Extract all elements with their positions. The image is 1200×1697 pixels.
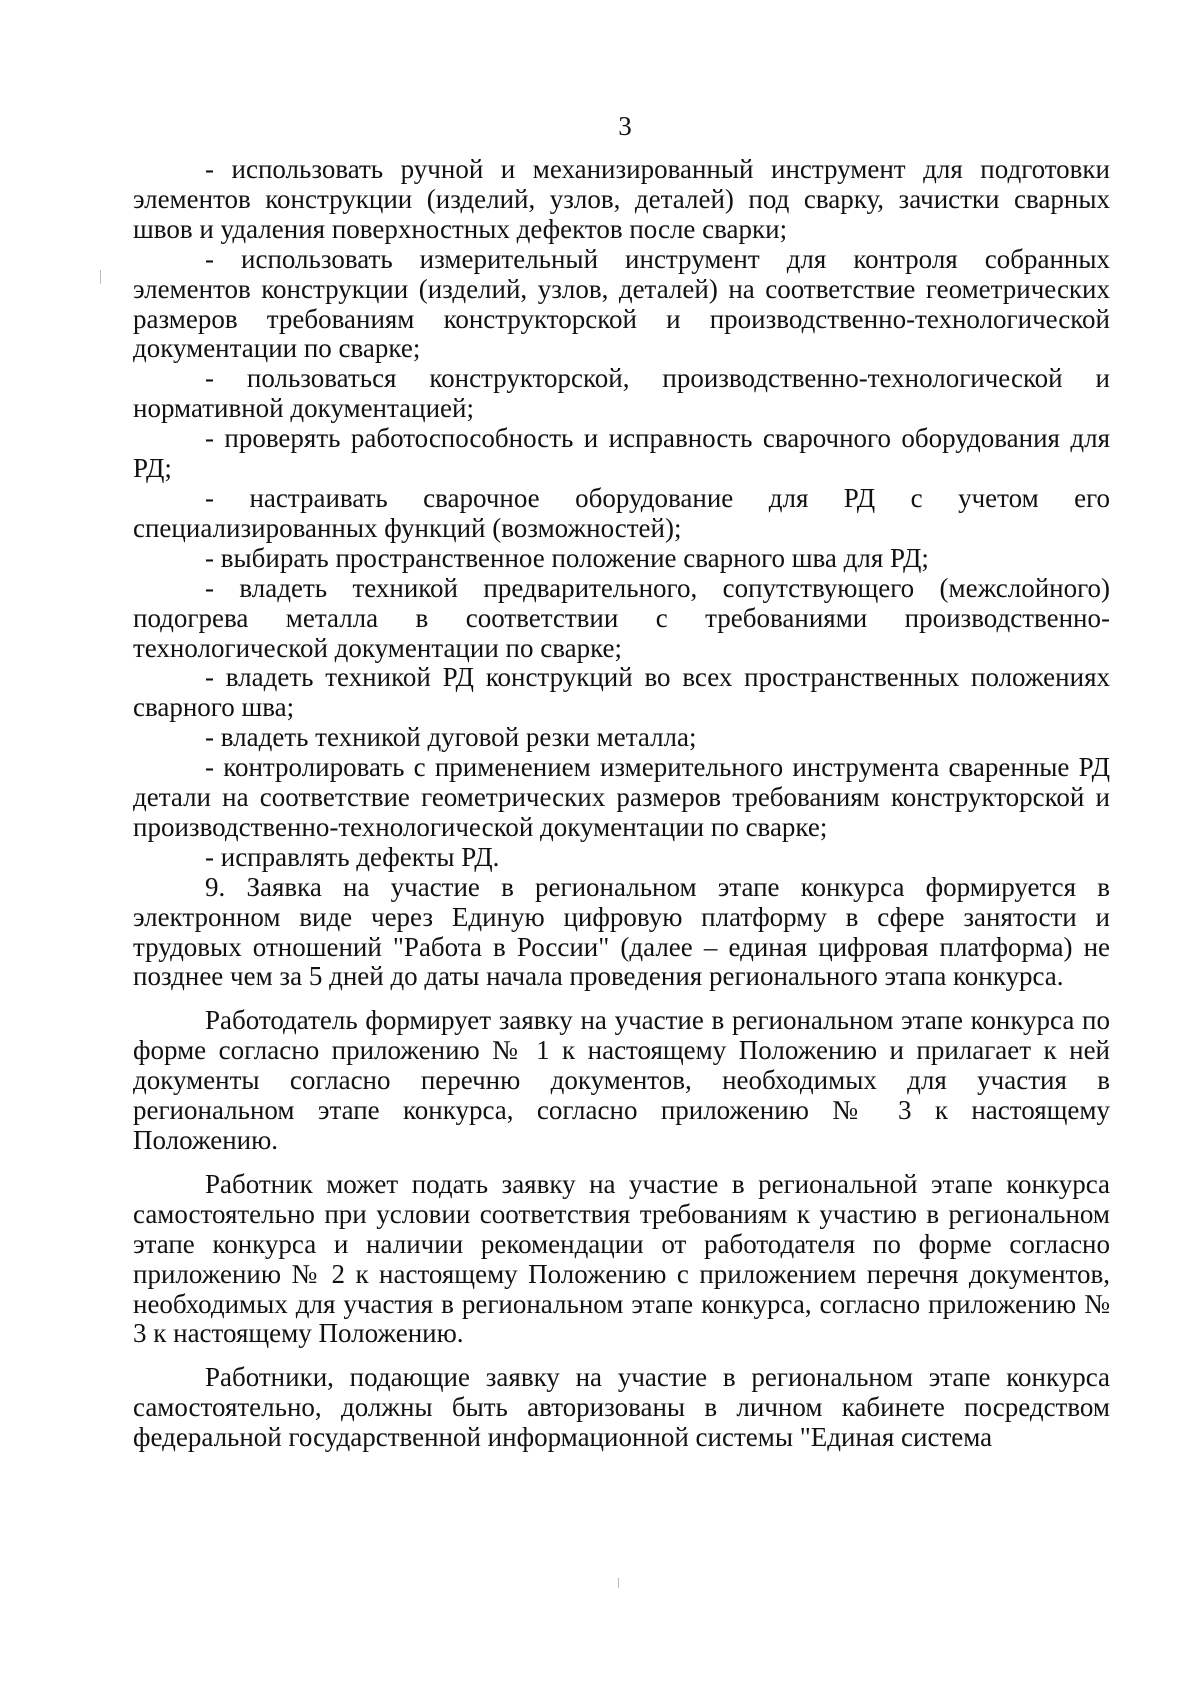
skill-item: - контролировать с применением измерительного инструмента сваренные РД детали на соответствие геометрических размеров требованиям конструкторской и производственно-технологической документации по сварке;	[133, 752, 1110, 842]
skill-item: - выбирать пространственное положение сварного шва для РД;	[205, 542, 929, 573]
skill-item: - проверять работоспособность и исправность сварочного оборудования для РД;	[133, 423, 1110, 484]
skill-item: - пользоваться конструкторской, производственно-технологической и нормативной документацией;	[133, 363, 1110, 424]
skill-item: - использовать измерительный инструмент для контроля собранных элементов конструкции (изделий, узлов, деталей) на соответствие геометрических размеров требованиям конструкторской и производственно-технологической документации по сварке;	[133, 243, 1110, 364]
skill-item: - владеть техникой РД конструкций во всех пространственных положениях сварного шва;	[133, 662, 1110, 723]
document-body	[133, 155, 1110, 1453]
authorization-paragraph: Работники, подающие заявку на участие в региональном этапе конкурса самостоятельно, должны быть авторизованы в личном кабинете посредством федеральной государственной информационной системы "Единая система	[133, 1362, 1110, 1453]
skill-item: - исправлять дефекты РД.	[205, 841, 500, 872]
skill-item: - владеть техникой предварительного, сопутствующего (межслойного) подогрева металла в соответствии с требованиями производственно-технологической документации по сварке;	[133, 572, 1110, 663]
skill-item: - владеть техникой дуговой резки металла;	[205, 722, 697, 753]
scan-artifact	[100, 270, 101, 284]
page-number: 3	[618, 111, 632, 141]
clause-paragraph: 9. Заявка на участие в региональном этапе конкурса формируется в электронном виде через Единую цифровую платформу в сфере занятости и трудовых отношений "Работа в России" (далее – единая цифровая платформа) не позднее чем за 5 дней до даты начала проведения регионального этапа конкурса.	[133, 871, 1110, 992]
skill-item: - настраивать сварочное оборудование для РД с учетом его специализированных функций (возможностей);	[133, 482, 1110, 543]
scan-artifact	[618, 1578, 619, 1588]
skill-item: - использовать ручной и механизированный инструмент для подготовки элементов конструкции (изделий, узлов, деталей) под сварку, зачистки сварных швов и удаления поверхностных дефектов после сварки;	[133, 154, 1110, 244]
employee-application-paragraph: Работник может подать заявку на участие в региональной этапе конкурса самостоятельно при условии соответствия требованиям к участию в региональном этапе конкурса и наличии рекомендации от работодателя по форме согласно приложению № 2 к настоящему Положению с приложением перечня документов, необходимых для участия в региональном этапе конкурса, согласно приложению № 3 к настоящему Положению.	[133, 1168, 1110, 1349]
employer-application-paragraph: Работодатель формирует заявку на участие в региональном этапе конкурса по форме согласно приложению № 1 к настоящему Положению и прилагает к ней документы согласно перечню документов, необходимых для участия в региональном этапе конкурса, согласно приложению № 3 к настоящему Положению.	[133, 1005, 1110, 1155]
